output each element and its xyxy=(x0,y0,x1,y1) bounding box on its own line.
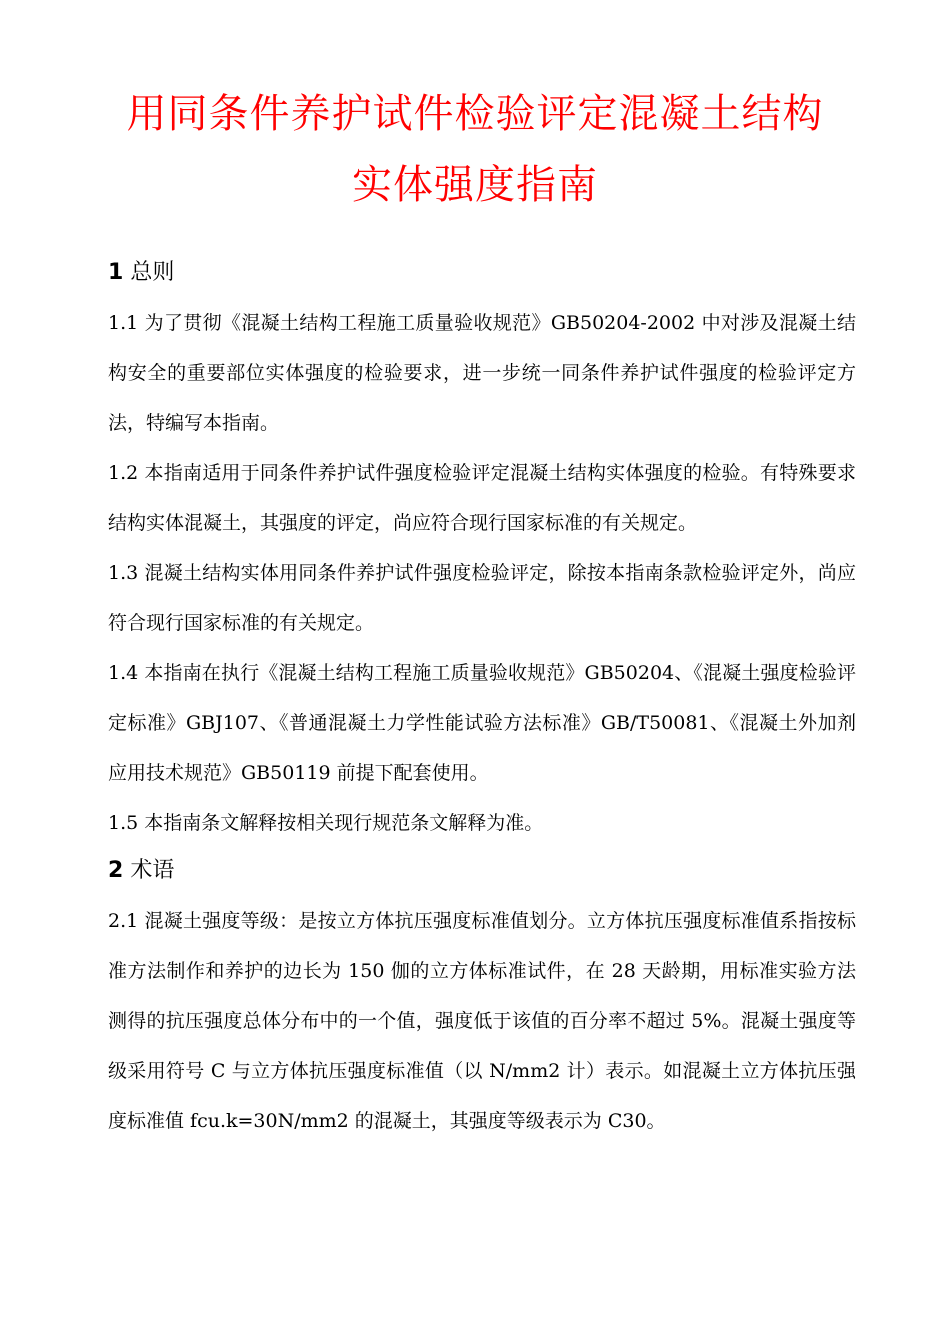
section-heading-general xyxy=(108,256,856,290)
document-body xyxy=(108,256,856,1146)
paragraph-1-2: 1.2 本指南适用于同条件养护试件强度检验评定混凝土结构实体强度的检验。有特殊要求结构实体混凝土，其强度的评定，尚应符合现行国家标准的有关规定。 xyxy=(108,462,856,534)
document-title-line-2: 实体强度指南 xyxy=(352,162,598,208)
paragraph-1-5: 1.5 本指南条文解释按相关现行规范条文解释为准。 xyxy=(108,812,544,834)
paragraph-1-1: 1.1 为了贯彻《混凝土结构工程施工质量验收规范》GB50204-2002 中对涉及混凝土结构安全的重要部位实体强度的检验要求，进一步统一同条件养护试件强度的检验评定方法，特编写本指南。 xyxy=(108,312,856,434)
section-heading-text: 术语 xyxy=(130,858,175,883)
section-heading-terms xyxy=(108,854,856,888)
section-number: 2 xyxy=(108,858,124,883)
section-heading-text: 总则 xyxy=(130,260,175,285)
document-title-line-1: 用同条件养护试件检验评定混凝土结构 xyxy=(126,91,824,137)
paragraph-1-4: 1.4 本指南在执行《混凝土结构工程施工质量验收规范》GB50204、《混凝土强度检验评定标准》GBJ107、《普通混凝土力学性能试验方法标准》GB/T50081、《混凝土外加剂应用技术规范》GB50119 前提下配套使用。 xyxy=(108,662,856,784)
section-number: 1 xyxy=(108,260,124,285)
paragraph-1-3: 1.3 混凝土结构实体用同条件养护试件强度检验评定，除按本指南条款检验评定外，尚应符合现行国家标准的有关规定。 xyxy=(108,562,856,634)
paragraph-2-1: 2.1 混凝土强度等级：是按立方体抗压强度标准值划分。立方体抗压强度标准值系指按标准方法制作和养护的边长为 150 伽的立方体标准试件，在 28 天龄期，用标准实验方法测得的抗压强度总体分布中的一个值，强度低于该值的百分率不超过 5%。混凝土强度等级采用符号 C 与立方体抗压强度标准值（以 N/mm2 计）表示。如混凝土立方体抗压强度标准值 fcu.k=30N/mm2 的混凝土，其强度等级表示为 C30。 xyxy=(108,910,856,1132)
